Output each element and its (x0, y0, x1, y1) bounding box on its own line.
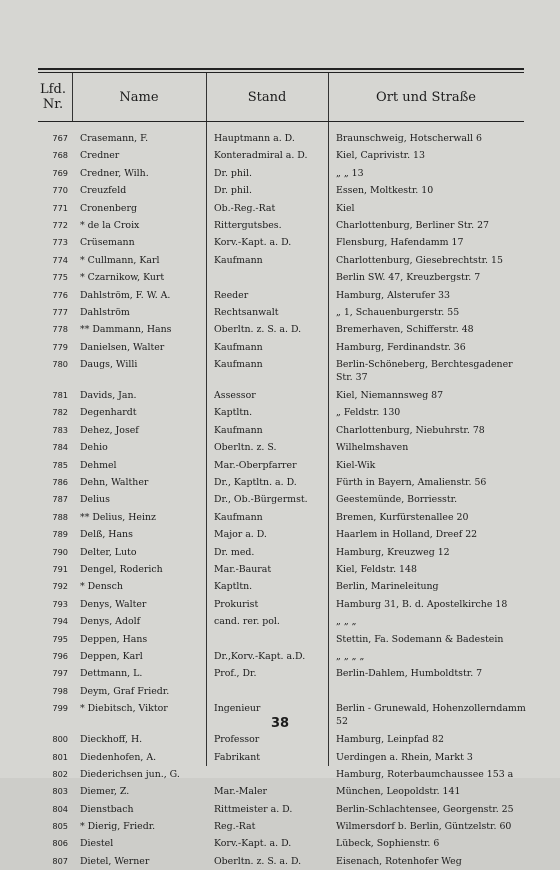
table-row (38, 321, 524, 338)
row-number: 782 (52, 407, 68, 418)
row-ort: Bremerhaven, Schifferstr. 48 (336, 324, 474, 336)
row-stand: Ingenieur (214, 703, 261, 715)
row-ort: Lübeck, Sophienstr. 6 (336, 838, 440, 850)
row-ort: Bremen, Kurfürstenallee 20 (336, 511, 469, 523)
row-ort: Flensburg, Hafendamm 17 (336, 237, 464, 249)
row-number: 800 (52, 734, 68, 745)
table-row (38, 544, 524, 561)
header-nr: Nr. (42, 97, 64, 112)
row-name: Dahlström (80, 306, 130, 318)
row-number: 784 (52, 442, 68, 453)
row-number: 798 (52, 685, 68, 696)
row-number: 801 (52, 751, 68, 762)
table-row (38, 234, 524, 251)
table-row (38, 269, 524, 286)
row-ort: Hamburg 31, B. d. Apostelkirche 18 (336, 598, 508, 610)
table-row (38, 818, 524, 835)
row-stand: Korv.-Kapt. a. D. (214, 237, 292, 249)
table-row (38, 182, 524, 199)
row-stand: Oberltn. z. S. a. D. (214, 324, 302, 336)
row-number: 797 (52, 668, 68, 679)
row-number: 799 (52, 703, 68, 714)
table-row (38, 801, 524, 818)
table-row (38, 665, 524, 682)
row-number: 778 (52, 324, 68, 335)
row-ort: Wilhelmshaven (336, 442, 409, 454)
row-stand: Hauptmann a. D. (214, 133, 295, 144)
row-name: Dettmann, L. (80, 668, 143, 680)
row-ort: Kiel, Niemannsweg 87 (336, 390, 444, 402)
row-number: 802 (52, 768, 68, 779)
row-name: * Cullmann, Karl (80, 254, 160, 266)
row-stand: cand. rer. pol. (214, 616, 280, 628)
row-number: 788 (52, 511, 68, 522)
row-number: 796 (52, 650, 68, 661)
row-name: Diedenhofen, A. (80, 751, 157, 763)
row-name: Diestel (80, 838, 114, 850)
row-stand: Dr. med. (214, 546, 255, 558)
table-row (38, 387, 524, 404)
row-number: 776 (52, 289, 68, 300)
row-ort: Hamburg, Leinpfad 82 (336, 734, 444, 746)
row-number: 792 (52, 581, 68, 592)
table-row (38, 147, 524, 164)
row-name: ** Dammann, Hans (80, 324, 172, 336)
row-stand: Kaufmann (214, 424, 263, 436)
row-stand: Rechtsanwalt (214, 306, 279, 318)
table-row (38, 165, 524, 182)
row-number: 806 (52, 838, 68, 849)
page-number: 38 (270, 716, 290, 731)
row-name: Dienstbach (80, 803, 134, 815)
row-name: Dahlström, F. W. A. (80, 289, 171, 301)
table-row (38, 130, 524, 147)
row-ort: Berlin - Grunewald, Hohenzollerndamm 52 (336, 703, 526, 728)
row-number: 769 (52, 167, 68, 178)
row-stand: Reeder (214, 289, 249, 301)
row-stand: Kaufmann (214, 359, 263, 371)
table-row (38, 422, 524, 439)
row-name: Danielsen, Walter (80, 341, 165, 353)
row-number: 790 (52, 546, 68, 557)
row-stand: Dr. phil. (214, 167, 252, 179)
row-ort: Eisenach, Rotenhofer Weg (336, 855, 462, 867)
row-number: 807 (52, 855, 68, 866)
header-divider (328, 73, 329, 121)
row-name: * Czarnikow, Kurt (80, 272, 165, 284)
row-stand: Kaufmann (214, 341, 263, 353)
row-name: Diemer, Z. (80, 786, 130, 798)
row-number: 780 (52, 359, 68, 370)
row-stand: Oberltn. z. S. a. D. (214, 855, 302, 867)
row-number: 789 (52, 529, 68, 540)
row-name: * de la Croix (80, 219, 140, 231)
table-row (38, 474, 524, 491)
table-row (38, 526, 524, 543)
row-ort: „ 1, Schauenburgerstr. 55 (336, 306, 460, 318)
top-rule (38, 68, 524, 70)
row-name: Diederichsen jun., G. (80, 768, 180, 780)
row-number: 785 (52, 459, 68, 470)
row-name: Deppen, Hans (80, 633, 148, 645)
row-name: Dietel, Werner (80, 855, 150, 867)
row-name: Delter, Luto (80, 546, 137, 558)
row-ort: Kiel-Wik (336, 459, 376, 471)
table-row (38, 491, 524, 508)
row-stand: Dr. phil. (214, 185, 252, 197)
row-name: * Densch (80, 581, 123, 593)
row-number: 783 (52, 424, 68, 435)
row-ort: „ „ „ „ (336, 650, 365, 662)
table-row (38, 578, 524, 595)
row-ort: Braunschweig, Hotscherwall 6 (336, 133, 482, 144)
table-row (38, 252, 524, 269)
row-ort: „ „ „ (336, 616, 357, 628)
row-ort: Berlin SW. 47, Kreuzbergstr. 7 (336, 272, 481, 284)
table-row (38, 304, 524, 321)
table-row (38, 766, 524, 783)
row-stand: Rittmeister a. D. (214, 803, 293, 815)
row-stand: Ob.-Reg.-Rat (214, 202, 276, 214)
row-ort: Wilmersdorf b. Berlin, Güntzelstr. 60 (336, 821, 512, 833)
row-stand: Rittergutsbes. (214, 219, 282, 231)
row-number: 771 (52, 202, 68, 213)
row-name: Daugs, Willi (80, 359, 138, 371)
row-stand: Kaptltn. (214, 581, 253, 593)
row-name: Degenhardt (80, 407, 137, 419)
row-name: ** Delius, Heinz (80, 511, 156, 523)
row-stand: Mar.-Baurat (214, 563, 272, 575)
row-ort: Berlin-Dahlem, Humboldtstr. 7 (336, 668, 483, 680)
member-table (38, 68, 524, 870)
table-row (38, 561, 524, 578)
row-stand: Oberltn. z. S. (214, 442, 277, 454)
table-row (38, 731, 524, 748)
row-ort: Charlottenburg, Giesebrechtstr. 15 (336, 254, 503, 266)
table-row (38, 200, 524, 217)
row-stand: Fabrikant (214, 751, 261, 763)
row-number: 779 (52, 341, 68, 352)
row-ort: Berlin-Schlachtensee, Georgenstr. 25 (336, 803, 514, 815)
row-number: 786 (52, 477, 68, 488)
table-body (38, 130, 524, 870)
row-name: Delius (80, 494, 110, 506)
table-row (38, 613, 524, 630)
row-stand: Prokurist (214, 598, 259, 610)
row-number: 787 (52, 494, 68, 505)
row-stand: Dr., Kaptltn. a. D. (214, 477, 297, 489)
row-ort: Charlottenburg, Berliner Str. 27 (336, 219, 490, 231)
table-row (38, 404, 524, 421)
row-name: * Dierig, Friedr. (80, 821, 156, 833)
row-ort: Kiel (336, 202, 355, 214)
row-stand: Kaufmann (214, 511, 263, 523)
row-number: 781 (52, 390, 68, 401)
row-name: Credner (80, 150, 120, 162)
row-name: Delß, Hans (80, 529, 133, 541)
table-row (38, 457, 524, 474)
row-number: 767 (52, 133, 68, 143)
row-name: Dieckhoff, H. (80, 734, 143, 746)
row-name: Dehio (80, 442, 108, 454)
row-name: Dehn, Walther (80, 477, 149, 489)
row-ort: „ Feldstr. 130 (336, 407, 401, 419)
header-lfd-nr (38, 73, 68, 121)
row-ort: Hamburg, Ferdinandstr. 36 (336, 341, 466, 353)
row-stand: Konteradmiral a. D. (214, 150, 308, 162)
row-stand: Mar.-Oberpfarrer (214, 459, 297, 471)
header-divider (206, 73, 207, 121)
row-ort: Haarlem in Holland, Dreef 22 (336, 529, 478, 541)
row-name: Dehez, Josef (80, 424, 139, 436)
row-ort: Geestemünde, Borriesstr. (336, 494, 458, 506)
header-lfd: Lfd. (40, 82, 66, 97)
row-name: Denys, Walter (80, 598, 147, 610)
row-number: 793 (52, 598, 68, 609)
row-stand: Kaufmann (214, 254, 263, 266)
table-row (38, 287, 524, 304)
table-row (38, 835, 524, 852)
row-stand: Mar.-Maler (214, 786, 268, 798)
row-name: Deym, Graf Friedr. (80, 685, 170, 697)
row-number: 772 (52, 219, 68, 230)
table-row (38, 509, 524, 526)
row-stand: Korv.-Kapt. a. D. (214, 838, 292, 850)
row-number: 768 (52, 150, 68, 161)
table-row (38, 648, 524, 665)
table-row (38, 749, 524, 766)
row-stand: Reg.-Rat (214, 821, 256, 833)
row-stand: Professor (214, 734, 260, 746)
row-stand: Major a. D. (214, 529, 267, 541)
table-row (38, 596, 524, 613)
table-row (38, 783, 524, 800)
header-divider (72, 73, 73, 121)
row-ort: Kiel, Caprivistr. 13 (336, 150, 425, 162)
row-stand: Assessor (214, 390, 256, 402)
row-name: Cronenberg (80, 202, 137, 214)
table-row (38, 356, 524, 387)
row-number: 805 (52, 821, 68, 832)
row-stand: Dr., Ob.-Bürgermst. (214, 494, 308, 506)
table-row (38, 339, 524, 356)
row-number: 774 (52, 254, 68, 265)
header-stand: Stand (247, 89, 287, 105)
row-name: Dehmel (80, 459, 117, 471)
table-row (38, 683, 524, 700)
row-name: Davids, Jan. (80, 390, 137, 402)
row-number: 794 (52, 616, 68, 627)
row-ort: Uerdingen a. Rhein, Markt 3 (336, 751, 473, 763)
row-ort: München, Leopoldstr. 141 (336, 786, 461, 798)
row-ort: Essen, Moltkestr. 10 (336, 185, 434, 197)
table-header (38, 73, 524, 122)
table-row (38, 439, 524, 456)
row-number: 777 (52, 306, 68, 317)
row-name: Crasemann, F. (80, 133, 149, 144)
header-ort: Ort und Straße (376, 89, 476, 105)
row-number: 770 (52, 185, 68, 196)
row-number: 804 (52, 803, 68, 814)
row-name: Deppen, Karl (80, 650, 143, 662)
row-ort: Berlin, Marineleitung (336, 581, 439, 593)
row-stand: Prof., Dr. (214, 668, 257, 680)
row-ort: Kiel, Feldstr. 148 (336, 563, 417, 575)
table-row (38, 217, 524, 234)
row-ort: Hamburg, Roterbaumchaussee 153 a (336, 768, 514, 780)
row-stand: Dr.,Korv.-Kapt. a.D. (214, 650, 306, 662)
header-name: Name (119, 89, 159, 105)
row-stand: Kaptltn. (214, 407, 253, 419)
table-row (38, 853, 524, 870)
row-ort: Berlin-Schöneberg, Berchtesgadener Str. 37 (336, 359, 513, 384)
row-ort: „ „ 13 (336, 167, 364, 179)
row-ort: Hamburg, Alsterufer 33 (336, 289, 450, 301)
row-ort: Hamburg, Kreuzweg 12 (336, 546, 450, 558)
row-number: 795 (52, 633, 68, 644)
table-row (38, 631, 524, 648)
row-number: 773 (52, 237, 68, 248)
row-ort: Charlottenburg, Niebuhrstr. 78 (336, 424, 485, 436)
row-name: Creuzfeld (80, 185, 127, 197)
row-name: Crüsemann (80, 237, 135, 249)
row-name: * Diebitsch, Viktor (80, 703, 168, 715)
row-number: 791 (52, 563, 68, 574)
row-ort: Stettin, Fa. Sodemann & Badestein (336, 633, 504, 645)
row-name: Denys, Adolf (80, 616, 141, 628)
row-name: Dengel, Roderich (80, 563, 163, 575)
row-ort: Fürth in Bayern, Amalienstr. 56 (336, 477, 487, 489)
row-name: Credner, Wilh. (80, 167, 149, 179)
row-number: 775 (52, 272, 68, 283)
row-number: 803 (52, 786, 68, 797)
